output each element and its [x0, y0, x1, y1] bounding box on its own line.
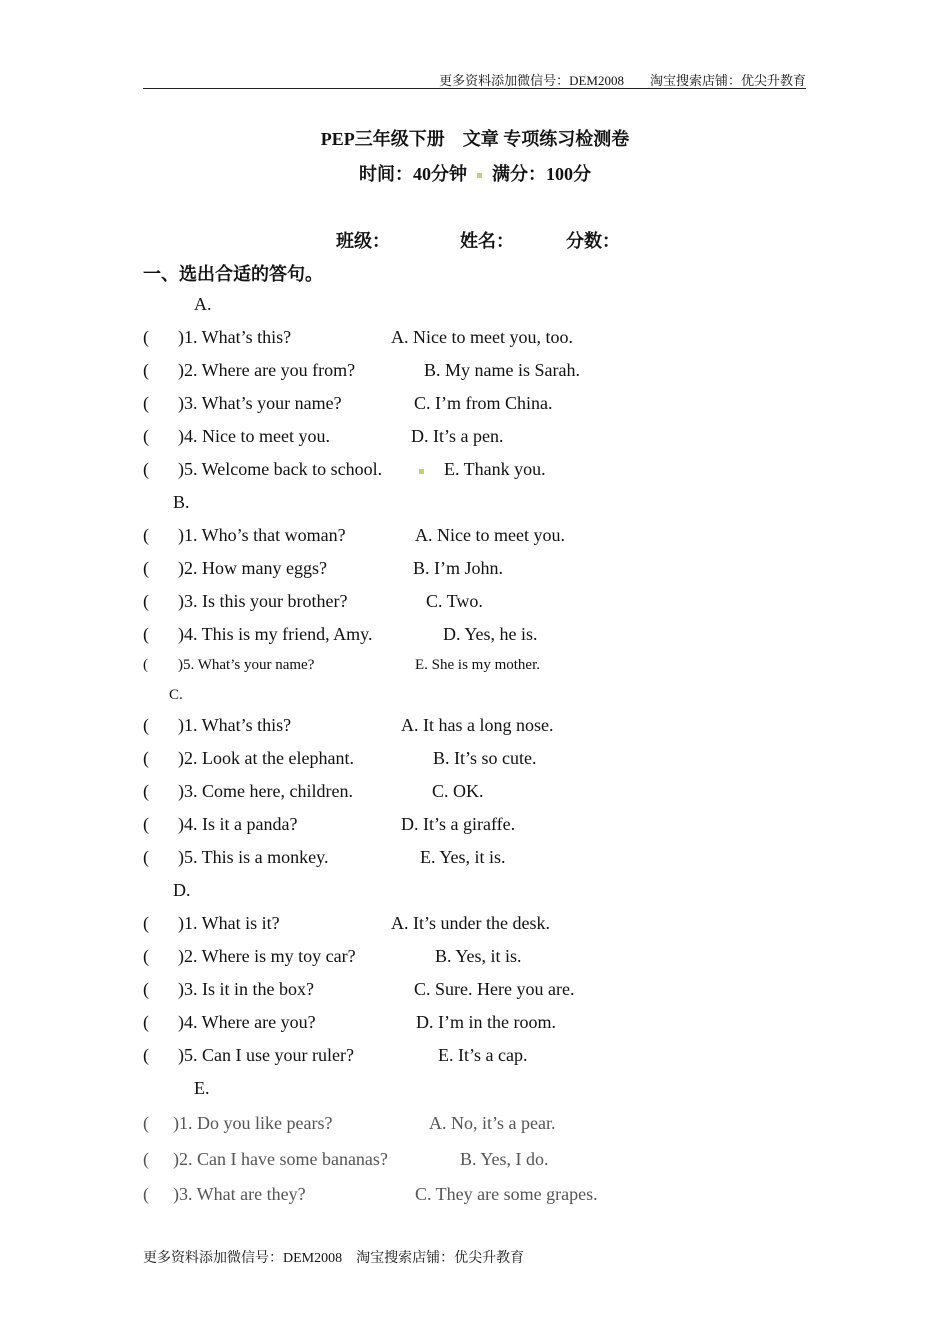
question-text: )1. What is it?	[178, 913, 280, 933]
answer-option: E. It’s a cap.	[438, 1045, 528, 1065]
answer-paren: (	[143, 360, 149, 380]
answer-option: C. I’m from China.	[414, 393, 553, 413]
question-text: )2. Can I have some bananas?	[173, 1149, 388, 1169]
question-text: )4. Nice to meet you.	[178, 426, 330, 446]
answer-paren: (	[143, 715, 149, 735]
answer-option: A. No, it’s a pear.	[429, 1113, 556, 1133]
answer-paren: (	[143, 913, 149, 933]
group-label-d: D.	[173, 880, 191, 900]
answer-option: E. Thank you.	[444, 459, 546, 479]
answer-option: D. I’m in the room.	[416, 1012, 556, 1032]
question-text: )4. This is my friend, Amy.	[178, 624, 373, 644]
answer-paren: (	[143, 1184, 149, 1204]
answer-option: A. It has a long nose.	[401, 715, 554, 735]
question-text: )1. What’s this?	[178, 715, 292, 735]
question-text: )5. Can I use your ruler?	[178, 1045, 354, 1065]
header-taobao: 淘宝搜索店铺：优尖升教育	[649, 73, 806, 88]
group-label-e: E.	[194, 1078, 210, 1098]
total-score: 满分：100分	[492, 164, 591, 184]
answer-option: C. Sure. Here you are.	[414, 979, 575, 999]
answer-paren: (	[143, 426, 149, 446]
answer-paren: (	[143, 657, 148, 673]
class-label: 班级：	[336, 231, 390, 251]
answer-paren: (	[143, 525, 149, 545]
answer-option: D. It’s a giraffe.	[401, 814, 516, 834]
page-header	[143, 70, 806, 89]
question-text: )1. Who’s that woman?	[178, 525, 346, 545]
answer-option: B. Yes, it is.	[435, 946, 522, 966]
answer-paren: (	[143, 847, 149, 867]
answer-paren: (	[143, 946, 149, 966]
answer-option: B. It’s so cute.	[433, 748, 537, 768]
answer-option: C. OK.	[432, 781, 484, 801]
group-label-b: B.	[173, 492, 190, 512]
answer-option: A. Nice to meet you.	[415, 525, 565, 545]
answer-option: A. It’s under the desk.	[391, 913, 550, 933]
answer-option: D. It’s a pen.	[411, 426, 504, 446]
question-text: )3. What’s your name?	[178, 393, 342, 413]
question-text: )2. Look at the elephant.	[178, 748, 354, 768]
question-text: )4. Is it a panda?	[178, 814, 298, 834]
answer-paren: (	[143, 1012, 149, 1032]
decorative-dot	[477, 173, 482, 178]
answer-option: D. Yes, he is.	[443, 624, 538, 644]
answer-paren: (	[143, 624, 149, 644]
question-text: )3. Is it in the box?	[178, 979, 314, 999]
page-title: PEP三年级下册 文章 专项练习检测卷	[320, 129, 630, 149]
answer-option: E. She is my mother.	[415, 657, 540, 673]
time-limit: 时间：40分钟	[359, 164, 467, 184]
answer-paren: (	[143, 979, 149, 999]
answer-option: C. They are some grapes.	[415, 1184, 598, 1204]
answer-paren: (	[143, 814, 149, 834]
decorative-dot	[419, 469, 424, 474]
question-text: )3. What are they?	[173, 1184, 306, 1204]
answer-option: A. Nice to meet you, too.	[391, 327, 573, 347]
question-text: )2. How many eggs?	[178, 558, 327, 578]
exam-meta	[0, 160, 950, 186]
answer-paren: (	[143, 1045, 149, 1065]
question-text: )5. This is a monkey.	[178, 847, 329, 867]
question-text: )2. Where is my toy car?	[178, 946, 356, 966]
page-footer	[143, 1247, 524, 1267]
header-wechat: 更多资料添加微信号：DEM2008	[439, 73, 624, 88]
answer-paren: (	[143, 781, 149, 801]
question-text: )3. Come here, children.	[178, 781, 353, 801]
question-text: )3. Is this your brother?	[178, 591, 348, 611]
question-text: )1. Do you like pears?	[173, 1113, 333, 1133]
footer-taobao: 淘宝搜索店铺：优尖升教育	[356, 1251, 525, 1266]
score-label: 分数：	[566, 231, 620, 251]
question-text: )4. Where are you?	[178, 1012, 316, 1032]
group-label-a: A.	[194, 294, 212, 314]
question-text: )1. What’s this?	[178, 327, 292, 347]
answer-paren: (	[143, 1113, 149, 1133]
footer-wechat: 更多资料添加微信号：DEM2008	[143, 1251, 343, 1266]
answer-option: E. Yes, it is.	[420, 847, 506, 867]
question-text: )2. Where are you from?	[178, 360, 356, 380]
answer-paren: (	[143, 393, 149, 413]
answer-paren: (	[143, 327, 149, 347]
group-label-c: C.	[169, 687, 183, 703]
answer-option: B. Yes, I do.	[460, 1149, 549, 1169]
answer-paren: (	[143, 748, 149, 768]
question-text: )5. Welcome back to school.	[178, 459, 383, 479]
answer-paren: (	[143, 459, 149, 479]
name-label: 姓名：	[460, 231, 514, 251]
answer-option: B. My name is Sarah.	[424, 360, 580, 380]
answer-paren: (	[143, 558, 149, 578]
section-heading: 一、选出合适的答句。	[143, 264, 323, 284]
answer-paren: (	[143, 1149, 149, 1169]
question-text: )5. What’s your name?	[178, 657, 315, 673]
answer-paren: (	[143, 591, 149, 611]
answer-option: B. I’m John.	[413, 558, 503, 578]
answer-option: C. Two.	[426, 591, 483, 611]
